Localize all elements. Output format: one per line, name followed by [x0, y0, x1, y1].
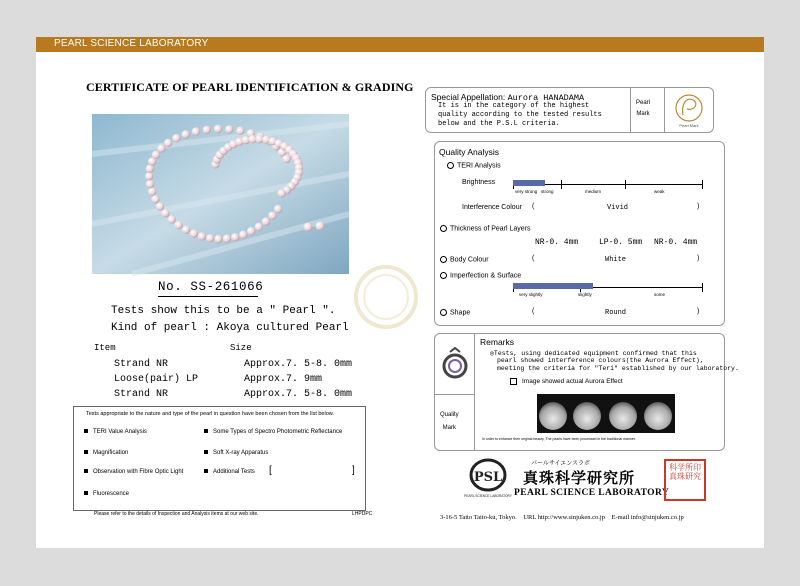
- remarks-line-3: meeting the criteria for "Teri" established by our laboratory.: [497, 365, 739, 372]
- brightness-scale-weak: weak: [654, 189, 665, 194]
- checked-square-icon: [84, 491, 88, 495]
- thickness-value-2: LP-0. 5mm: [599, 238, 643, 247]
- test-option-teri: TERI Value Analysis: [84, 429, 147, 435]
- pearl-bead: [198, 232, 206, 240]
- psl-logo: [464, 457, 512, 505]
- lab-address: 3-16-5 Taito Taito-ku, Tokyo. URL http://www.sinjuken.co.jp E-mail info@sinjuken.co.jp: [440, 514, 684, 521]
- brightness-tick: [702, 180, 703, 189]
- imperfection-scale-slightly: slightly: [578, 292, 592, 297]
- imperfection-scale-very-slightly: very slightly: [519, 292, 543, 297]
- item-header: Item: [94, 343, 116, 353]
- pearl-bead: [146, 180, 154, 188]
- pearl-bead: [192, 127, 200, 135]
- interference-colour-value: Vivid: [607, 204, 629, 212]
- test-option-magnification: Magnification: [84, 450, 128, 456]
- pearl-bead: [282, 155, 290, 163]
- remarks-mark-divider: [435, 394, 474, 395]
- pearl-bead: [247, 227, 255, 235]
- additional-open-bracket: [: [269, 465, 272, 476]
- appellation-box: [425, 87, 714, 133]
- pearl-bead: [145, 172, 153, 180]
- pearl-bead: [223, 234, 231, 242]
- item-row-2-name: Loose(pair) LP: [114, 374, 199, 385]
- lab-name-kana: パールサイエンスラボ: [531, 461, 591, 467]
- brightness-tick: [625, 180, 626, 189]
- pearl-bead: [268, 211, 276, 219]
- test-option-spectro: Some Types of Spectro Photometric Reflectance: [204, 429, 342, 435]
- item-row-3-size: Approx.7. 5-8. 0mm: [244, 389, 353, 400]
- remarks-title: Remarks: [480, 337, 515, 347]
- aurora-mark-icon: [441, 346, 469, 380]
- brightness-tick: [561, 180, 562, 189]
- pearl-bead: [255, 223, 263, 231]
- pearl-bead: [236, 127, 244, 135]
- pearl-bead: [214, 235, 222, 243]
- imperfection-tick: [702, 283, 703, 292]
- lab-seal-stamp: 科学所印 真珠研究: [664, 459, 706, 501]
- finding-line-2: Kind of pearl : Akoya cultured Pearl: [111, 322, 349, 334]
- interference-close-paren: ): [697, 203, 700, 210]
- svg-text:PSL: PSL: [473, 470, 503, 485]
- pearl-bead: [206, 234, 214, 242]
- tests-intro: Tests appropriate to the nature and type of the pearl in question have been chosen from the list below.: [86, 411, 334, 417]
- certificate-number: No. SS-261066: [158, 280, 264, 294]
- appellation-divider: [630, 88, 631, 132]
- pearl-bead: [157, 144, 165, 152]
- quality-mark-label: Quality Mark: [440, 412, 459, 431]
- brightness-scale-strong: strong: [541, 189, 554, 194]
- test-option-xray: Soft X-ray Apparatus: [204, 450, 268, 456]
- body-colour-close-paren: ): [697, 255, 700, 262]
- pearl-bead: [146, 165, 154, 173]
- shape-value: Round: [605, 309, 627, 317]
- finding-line-1: Tests show this to be a " Pearl ".: [111, 305, 336, 317]
- imperfection-scale-some: some: [654, 292, 666, 297]
- appellation-desc-2: quality according to the tested results: [438, 111, 602, 119]
- pearl-bead: [164, 139, 172, 147]
- remarks-vertical-divider: [474, 334, 475, 450]
- checked-square-icon: [204, 469, 208, 473]
- item-row-3-name: Strand NR: [114, 389, 169, 400]
- pearl-bead: [172, 134, 180, 142]
- pearl-bead: [182, 130, 190, 138]
- checkbox-square-icon: [510, 378, 517, 385]
- pearl-bead: [203, 126, 211, 134]
- remarks-line-1: ◎Tests, using dedicated equipment confirmed that this: [490, 350, 697, 357]
- svg-text:Pearl Mark: Pearl Mark: [679, 123, 699, 128]
- radio-circle-icon: [447, 162, 454, 169]
- quality-analysis-box: [434, 141, 725, 326]
- pearl-bead: [262, 217, 270, 225]
- shape-open-paren: (: [532, 308, 535, 315]
- interference-colour-label: Interference Colour: [462, 204, 522, 211]
- checked-square-icon: [204, 429, 208, 433]
- radio-circle-icon: [440, 256, 447, 263]
- certificate-number-underline: [158, 296, 258, 297]
- pearl-photo: [92, 114, 349, 274]
- shape-label: Shape: [440, 309, 470, 316]
- appellation-desc-3: below and the P.S.L criteria.: [438, 120, 560, 128]
- pearl-bead: [151, 195, 159, 203]
- certificate-page: [36, 37, 764, 548]
- additional-close-bracket: ]: [352, 465, 355, 476]
- pearl-bead: [168, 215, 176, 223]
- brightness-scale-very-strong: very strong: [515, 189, 538, 194]
- pearl-bead: [214, 125, 222, 133]
- pearl-bead: [175, 221, 183, 229]
- pearl-bead: [182, 226, 190, 234]
- item-row-1-size: Approx.7. 5-8. 0mm: [244, 359, 353, 370]
- thickness-label: Thickness of Pearl Layers: [440, 225, 531, 232]
- pearl-bead: [278, 189, 286, 197]
- aurora-effect-image: [537, 394, 675, 433]
- checked-square-icon: [204, 450, 208, 454]
- item-row-1-name: Strand NR: [114, 359, 169, 370]
- lab-name-en: PEARL SCIENCE LABORATORY: [514, 488, 670, 498]
- brightness-scale-medium: medium: [585, 189, 602, 194]
- interference-open-paren: (: [532, 203, 535, 210]
- radio-circle-icon: [440, 272, 447, 279]
- pearl-mark-label: Pearl Mark: [636, 100, 651, 117]
- header-band: [36, 37, 764, 52]
- shape-close-paren: ): [697, 308, 700, 315]
- tests-box: [73, 406, 366, 511]
- aurora-effect-checkbox: Image showed actual Aurora Effect: [510, 378, 623, 385]
- body-colour-value: White: [605, 256, 627, 264]
- thickness-value-3: NR-0. 4mm: [654, 238, 698, 247]
- form-code: LHPDPC: [352, 511, 373, 517]
- checked-square-icon: [84, 469, 88, 473]
- pearl-bead: [161, 209, 169, 217]
- test-option-additional: Additional Tests: [204, 469, 255, 475]
- pearl-bead: [156, 202, 164, 210]
- brightness-level-bar: [513, 180, 545, 186]
- test-option-fluorescence: Fluorescence: [84, 491, 129, 497]
- pearl-mark-logo: [671, 91, 707, 129]
- appellation-text: Special Appellation: Aurora HANADAMA: [431, 92, 585, 103]
- thickness-value-1: NR-0. 4mm: [535, 238, 579, 247]
- teri-analysis-label: TERI Analysis: [447, 162, 501, 169]
- pearl-bead: [231, 233, 239, 241]
- checked-square-icon: [84, 450, 88, 454]
- imperfection-level-bar: [513, 283, 593, 289]
- item-row-2-size: Approx.7. 9mm: [244, 374, 323, 385]
- aurora-image-note: In order to enhance their original beauty, The pearls have been processed in the traditional manner.: [482, 437, 636, 441]
- pearl-mark-divider: [664, 88, 665, 132]
- test-option-fibre-optic: Observation with Fibre Optic Light: [84, 469, 183, 475]
- header-band-label: PEARL SCIENCE LABORATORY: [54, 38, 209, 49]
- pearl-bead: [239, 231, 247, 239]
- remarks-line-2: pearl showed interference colours(the Aurora Effect),: [497, 357, 704, 364]
- pearl-bead: [274, 205, 282, 213]
- checked-square-icon: [84, 429, 88, 433]
- appellation-desc-1: It is in the category of the highest: [438, 102, 590, 110]
- pearl-bead: [148, 188, 156, 196]
- body-colour-label: Body Colour: [440, 256, 489, 263]
- tests-footnote: Please refer to the details of Inspection and Analysis items at our web site.: [94, 511, 259, 517]
- body-colour-open-paren: (: [532, 255, 535, 262]
- svg-text:PEARL SCIENCE LABORATORY: PEARL SCIENCE LABORATORY: [464, 494, 512, 498]
- imperfection-label: Imperfection & Surface: [440, 272, 521, 279]
- pearl-bead: [225, 125, 233, 133]
- brightness-label: Brightness: [462, 179, 496, 186]
- lab-name-jp: 真珠科学研究所: [523, 469, 636, 487]
- certificate-title: CERTIFICATE OF PEARL IDENTIFICATION & GRADING: [86, 80, 414, 94]
- quality-analysis-title: Quality Analysis: [439, 147, 499, 157]
- size-header: Size: [230, 343, 252, 353]
- radio-circle-icon: [440, 225, 447, 232]
- remarks-box: [434, 333, 739, 451]
- pearl-bead: [190, 229, 198, 237]
- radio-circle-icon: [440, 309, 447, 316]
- psl-watermark: [351, 252, 421, 352]
